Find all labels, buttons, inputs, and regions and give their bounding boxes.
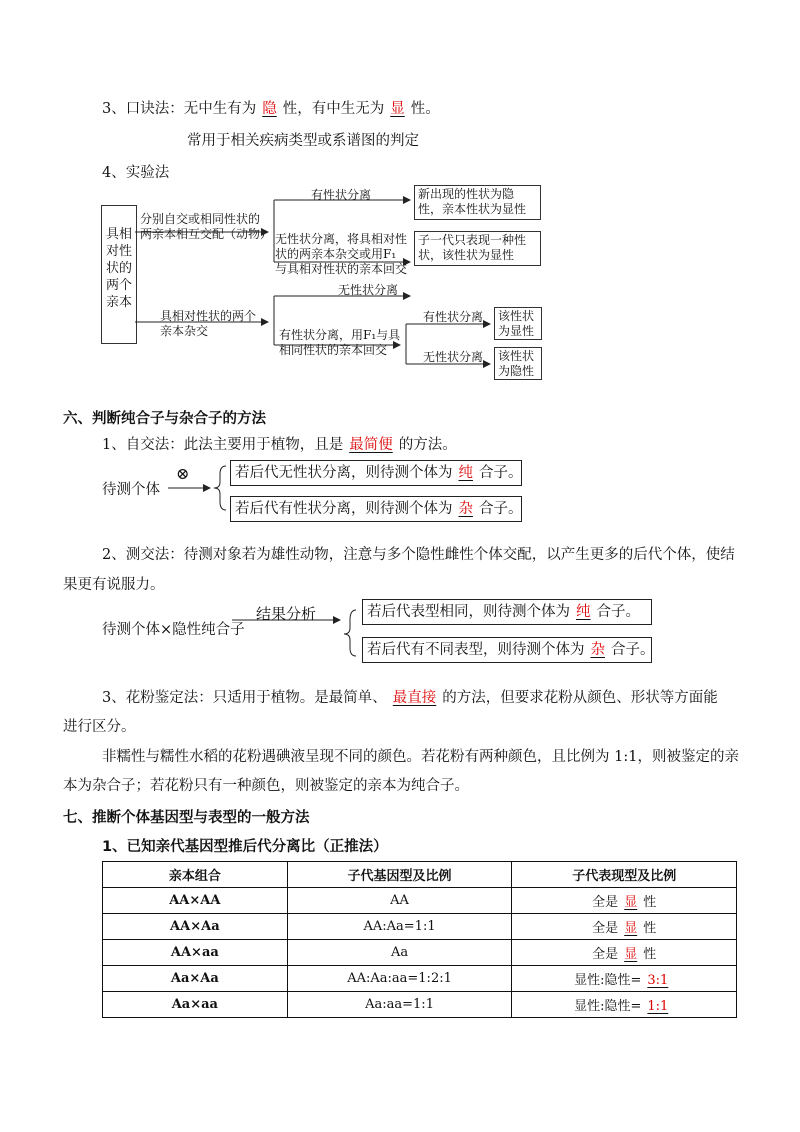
blank-hetero-2: 杂 [590,642,605,658]
testcross-line-1: 2、测交法：待测对象若为雄性动物，注意与多个隐性雌性个体交配，以产生更多的后代个体，使结 [102,547,735,563]
pollen-para-1: 非糯性与糯性水稻的花粉遇碘液呈现不同的颜色。若花粉有两种颜色，且比例为 1:1，则被鉴定的亲 [102,749,739,765]
blank-hetero: 杂 [458,501,473,517]
table-row: AA×aa Aa 全是 显 性 [103,940,737,966]
blank-simplest: 最简便 [349,437,393,453]
table-row: AA×Aa AA:Aa=1:1 全是 显 性 [103,914,737,940]
section7-title: 七、推断个体基因型与表型的一般方法 [63,810,310,826]
selfing-subject: 待测个体 [102,482,160,498]
testcross-result-pure-box: 若后代表型相同，则待测个体为 纯 合子。 [362,599,652,625]
selfing-result-pure-box: 若后代无性状分离，则待测个体为 纯 合子。 [230,460,522,486]
mnemonic-note: 常用于相关疾病类型或系谱图的判定 [187,133,419,149]
b1-up-result-box: 新出现的性状为隐性，亲本性状为显性 [414,185,541,220]
testcross-line-2: 果更有说服力。 [63,577,165,593]
selfing-result-hetero-box: 若后代有性状分离，则待测个体为 杂 合子。 [230,496,522,522]
b2-recessive-box: 该性状为隐性 [494,347,542,380]
table-row: AA×AA AA 全是 显 性 [103,888,737,914]
blank-pure: 纯 [458,465,473,481]
parents-box: 具相对性状的两个亲本 [101,205,137,344]
mnemonic-line: 3、口诀法：无中生有为 隐 性，有中生无为 显 性。 [102,101,440,117]
testcross-arrow-label: 结果分析 [256,605,317,623]
table-row: Aa×Aa AA:Aa:aa=1:2:1 显性:隐性= 3:1 [103,966,737,992]
section6-title: 六、判断纯合子与杂合子的方法 [63,411,266,427]
pollen-para-2: 本为杂合子；若花粉只有一种颜色，则被鉴定的亲本为纯合子。 [63,778,469,794]
blank-pure-2: 纯 [576,604,591,620]
header-parents: 亲本组合 [103,862,288,888]
blank-recessive: 隐 [262,101,277,117]
testcross-result-hetero-box: 若后代有不同表型，则待测个体为 杂 合子。 [362,637,652,663]
b2-no-segregation-label: 无性状分离 [338,283,399,297]
b2-segregation-label: 有性状分离，用F₁与具相同性状的亲本回交 [279,328,401,357]
pollen-line-2: 进行区分。 [63,719,136,735]
b1-segregation-label: 有性状分离 [311,188,372,202]
section7-subtitle: 1、已知亲代基因型推后代分离比（正推法） [102,839,388,855]
header-phenotype: 子代表现型及比例 [512,862,737,888]
b2-sub-segregation-label: 有性状分离 [423,310,484,324]
b1-down-result-box: 子一代只表现一种性状，该性状为显性 [414,231,541,266]
b2-sub-no-segregation-label: 无性状分离 [423,350,484,364]
b2-dominant-box: 该性状为显性 [494,307,542,340]
testcross-subject: 待测个体×隐性纯合子 [102,622,245,638]
experiment-heading: 4、实验法 [102,165,170,181]
blank-most-direct: 最直接 [392,690,437,706]
table-row: Aa×aa Aa:aa=1:1 显性:隐性= 1:1 [103,992,737,1018]
pollen-line-1: 3、花粉鉴定法：只适用于植物。是最简单、 最直接 的方法，但要求花粉从颜色、形状等方面能 [102,690,718,706]
branch-selfing: 分别自交或相同性状的两亲本相互交配（动物） [140,212,273,241]
header-genotype: 子代基因型及比例 [287,862,512,888]
b1-no-segregation-label: 无性状分离，将具相对性状的两亲本杂交或用F₁与具相对性状的亲本回交 [275,232,408,276]
blank-dominant: 显 [390,101,405,117]
selfing-symbol: ⊗ [176,464,190,483]
table-header-row [103,862,737,888]
ratio-table [102,861,737,1018]
selfing-line: 1、自交法：此法主要用于植物，且是 最简便 的方法。 [102,437,457,453]
branch-cross: 具相对性状的两个亲本杂交 [160,309,257,338]
